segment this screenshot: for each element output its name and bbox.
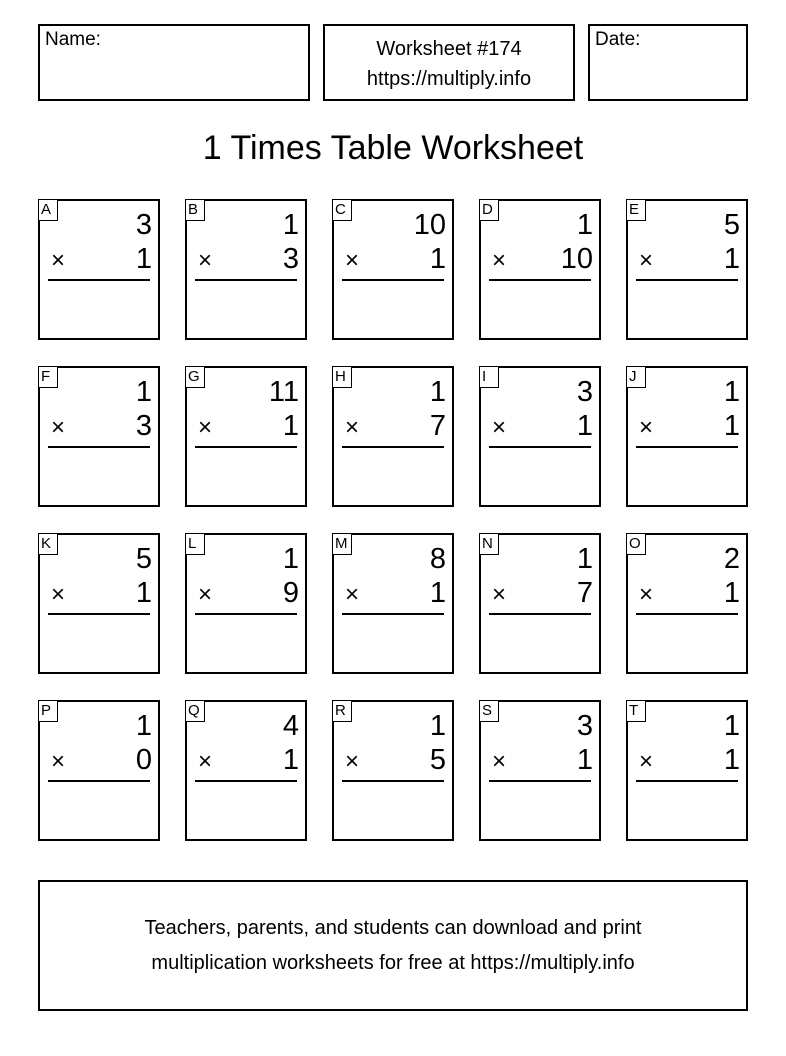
problem-label: C	[332, 199, 352, 221]
problem-label: N	[479, 533, 499, 555]
problem-bottom-number: 7	[576, 577, 593, 609]
multiply-sign: ×	[492, 748, 507, 775]
problem-top-number: 1	[282, 209, 299, 241]
problem-label: K	[38, 533, 58, 555]
problem-label: H	[332, 366, 352, 388]
multiply-sign: ×	[198, 414, 213, 441]
answer-line	[489, 279, 591, 281]
footer-line-2: multiplication worksheets for free at https://multiply.info	[151, 952, 635, 974]
problem-card[interactable]	[479, 366, 601, 507]
problem-top-number: 3	[576, 376, 593, 408]
problem-label: B	[185, 199, 205, 221]
multiply-sign: ×	[51, 581, 66, 608]
multiply-sign: ×	[492, 414, 507, 441]
problem-top-number: 2	[723, 543, 740, 575]
problem-bottom-number: 1	[576, 744, 593, 776]
multiply-sign: ×	[198, 748, 213, 775]
problem-label: E	[626, 199, 646, 221]
page-title: 1 Times Table Worksheet	[202, 129, 584, 167]
multiply-sign: ×	[51, 414, 66, 441]
multiply-sign: ×	[51, 247, 66, 274]
answer-line	[48, 780, 150, 782]
problem-top-number: 1	[576, 543, 593, 575]
problem-card[interactable]	[38, 700, 160, 841]
worksheet-info-box	[323, 24, 575, 101]
problem-card[interactable]	[332, 533, 454, 674]
problem-label: Q	[185, 700, 205, 722]
answer-line	[636, 446, 738, 448]
problem-card[interactable]	[479, 533, 601, 674]
answer-line	[636, 279, 738, 281]
problem-card[interactable]	[38, 533, 160, 674]
multiply-sign: ×	[345, 414, 360, 441]
multiply-sign: ×	[492, 581, 507, 608]
problem-top-number: 1	[576, 209, 593, 241]
problem-bottom-number: 7	[429, 410, 446, 442]
multiply-sign: ×	[198, 581, 213, 608]
multiply-sign: ×	[345, 581, 360, 608]
multiply-sign: ×	[639, 581, 654, 608]
problem-top-number: 1	[723, 710, 740, 742]
name-field-box[interactable]	[38, 24, 310, 101]
problem-card[interactable]	[185, 199, 307, 340]
problem-bottom-number: 1	[429, 577, 446, 609]
problem-top-number: 11	[268, 376, 299, 408]
problem-label: F	[38, 366, 58, 388]
answer-line	[489, 613, 591, 615]
date-field-box[interactable]	[588, 24, 748, 101]
answer-line	[342, 279, 444, 281]
answer-line	[195, 446, 297, 448]
answer-line	[48, 446, 150, 448]
problem-card[interactable]	[626, 533, 748, 674]
problem-card[interactable]	[626, 700, 748, 841]
multiply-sign: ×	[51, 748, 66, 775]
multiply-sign: ×	[345, 247, 360, 274]
problem-label: I	[479, 366, 499, 388]
problem-top-number: 10	[413, 209, 446, 241]
multiply-sign: ×	[639, 247, 654, 274]
multiply-sign: ×	[198, 247, 213, 274]
answer-line	[489, 446, 591, 448]
problem-bottom-number: 1	[135, 577, 152, 609]
problem-label: S	[479, 700, 499, 722]
answer-line	[342, 780, 444, 782]
answer-line	[195, 780, 297, 782]
problem-label: M	[332, 533, 352, 555]
footer-note	[38, 880, 748, 1011]
worksheet-number: Worksheet #174	[376, 38, 522, 60]
problem-top-number: 5	[723, 209, 740, 241]
problem-top-number: 1	[282, 543, 299, 575]
worksheet-site-url: https://multiply.info	[366, 68, 532, 90]
problem-card[interactable]	[332, 199, 454, 340]
answer-line	[195, 279, 297, 281]
problem-card[interactable]	[626, 366, 748, 507]
problem-bottom-number: 1	[723, 243, 740, 275]
problem-top-number: 1	[135, 376, 152, 408]
problem-card[interactable]	[185, 533, 307, 674]
problem-card[interactable]	[185, 366, 307, 507]
problem-top-number: 1	[723, 376, 740, 408]
problem-card[interactable]	[479, 700, 601, 841]
problem-card[interactable]	[626, 199, 748, 340]
problem-card[interactable]	[38, 199, 160, 340]
problem-label: R	[332, 700, 352, 722]
name-label: Name:	[45, 29, 101, 50]
problem-label: P	[38, 700, 58, 722]
answer-line	[636, 780, 738, 782]
problem-card[interactable]	[332, 366, 454, 507]
problem-label: L	[185, 533, 205, 555]
problem-top-number: 8	[429, 543, 446, 575]
problem-top-number: 5	[135, 543, 152, 575]
multiply-sign: ×	[639, 414, 654, 441]
answer-line	[195, 613, 297, 615]
problem-card[interactable]	[185, 700, 307, 841]
answer-line	[489, 780, 591, 782]
problem-top-number: 1	[135, 710, 152, 742]
problem-bottom-number: 1	[282, 744, 299, 776]
problem-label: T	[626, 700, 646, 722]
problem-bottom-number: 3	[135, 410, 152, 442]
answer-line	[342, 446, 444, 448]
problem-bottom-number: 0	[135, 744, 152, 776]
multiply-sign: ×	[345, 748, 360, 775]
problem-label: D	[479, 199, 499, 221]
problem-bottom-number: 1	[723, 744, 740, 776]
problem-bottom-number: 3	[282, 243, 299, 275]
problem-top-number: 3	[576, 710, 593, 742]
answer-line	[342, 613, 444, 615]
problem-bottom-number: 1	[429, 243, 446, 275]
problem-bottom-number: 10	[560, 243, 593, 275]
footer-line-1: Teachers, parents, and students can download and print	[144, 917, 642, 939]
problem-bottom-number: 1	[135, 243, 152, 275]
problem-bottom-number: 9	[282, 577, 299, 609]
problem-top-number: 3	[135, 209, 152, 241]
problem-top-number: 4	[282, 710, 299, 742]
answer-line	[48, 279, 150, 281]
date-label: Date:	[595, 29, 641, 50]
problem-label: J	[626, 366, 646, 388]
problem-top-number: 1	[429, 710, 446, 742]
problem-label: O	[626, 533, 646, 555]
multiply-sign: ×	[639, 748, 654, 775]
problem-card[interactable]	[38, 366, 160, 507]
problem-top-number: 1	[429, 376, 446, 408]
problem-bottom-number: 1	[576, 410, 593, 442]
problem-card[interactable]	[479, 199, 601, 340]
answer-line	[636, 613, 738, 615]
problem-label: A	[38, 199, 58, 221]
problem-bottom-number: 1	[723, 577, 740, 609]
problem-bottom-number: 1	[723, 410, 740, 442]
problem-card[interactable]	[332, 700, 454, 841]
multiply-sign: ×	[492, 247, 507, 274]
answer-line	[48, 613, 150, 615]
problem-bottom-number: 5	[429, 744, 446, 776]
problem-bottom-number: 1	[282, 410, 299, 442]
problem-label: G	[185, 366, 205, 388]
